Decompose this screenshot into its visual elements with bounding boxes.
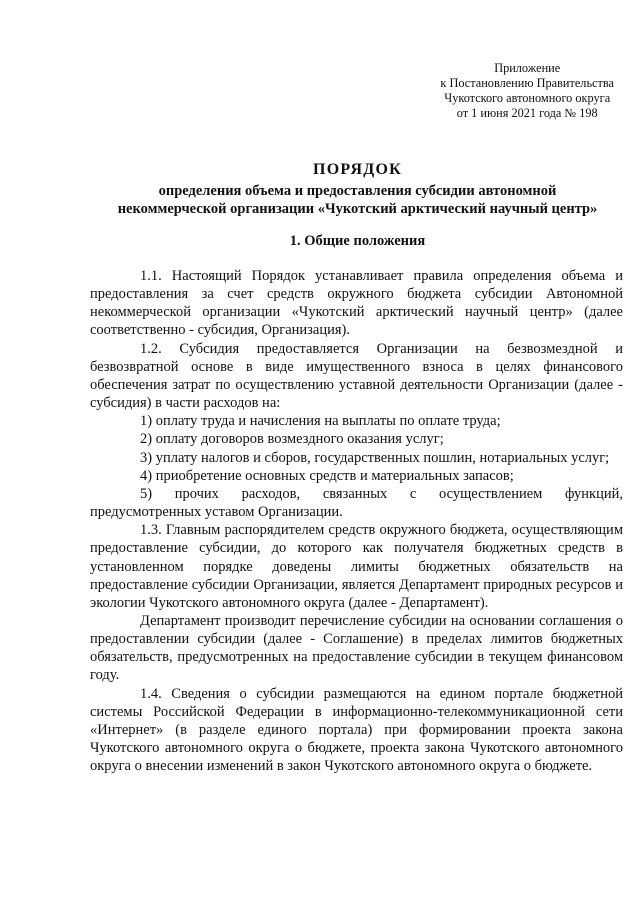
appendix-line: от 1 июня 2021 года № 198 (456, 106, 598, 120)
list-item: 3) уплату налогов и сборов, государственных пошлин, нотариальных услуг; (140, 449, 610, 466)
document-title: ПОРЯДОК (313, 161, 402, 178)
appendix-line: Чукотского автономного округа (444, 91, 611, 105)
appendix-line: к Постановлению Правительства (440, 76, 614, 90)
list-item: 5) прочих расходов, связанных с осуществлением функций, предусмотренных уставом Организации. (90, 485, 623, 521)
appendix-reference (440, 61, 614, 121)
list-item: 4) приобретение основных средств и материальных запасов; (140, 467, 514, 484)
section-body (90, 267, 623, 775)
paragraph: Департамент производит перечисление субсидии на основании соглашения о предоставлении субсидии (далее - Соглашение) в пределах лимитов бюджетных обязательств, предусмотренных на предоставление субсидии в текущем финансовом году. (90, 612, 623, 684)
paragraph: 1.3. Главным распорядителем средств окружного бюджета, осуществляющим предоставление субсидии, до которого как получателя бюджетных средств в установленном порядке доведены лимиты бюджетных обязательств на предоставление субсидии Организации, является Департамент природных ресурсов и экологии Чукотского автономного округа (далее - Департамент). (90, 522, 623, 611)
document-subtitle-line: некоммерческой организации «Чукотский арктический научный центр» (117, 201, 598, 217)
appendix-line: Приложение (494, 61, 561, 75)
document-subtitle-line: определения объема и предоставления субсидии автономной (158, 183, 557, 199)
section-heading: 1. Общие положения (289, 233, 426, 249)
list-item: 2) оплату договоров возмездного оказания услуг; (140, 431, 444, 448)
paragraph: 1.1. Настоящий Порядок устанавливает правила определения объема и предоставления за счет средств окружного бюджета субсидии Автономной некоммерческой организации «Чукотский арктический научный центр» (далее соответственно - субсидия, Организация). (90, 268, 623, 339)
paragraph: 1.2. Субсидия предоставляется Организации на безвозмездной и безвозвратной основе в виде имущественного взноса в целях финансового обеспечения затрат по осуществлению уставной деятельности Организации (далее - субсидия) в части расходов на: (90, 340, 623, 412)
paragraph: 1.4. Сведения о субсидии размещаются на едином портале бюджетной системы Российской Федерации в информационно-телекоммуникационной сети «Интернет» (в разделе единого портала) при формировании проекта закона Чукотского автономного округа о бюджете, проекта закона Чукотского автономного округа о внесении изменений в закон Чукотского автономного округа о бюджете. (90, 685, 623, 775)
document-title-block (90, 160, 625, 218)
list-item: 1) оплату труда и начисления на выплаты по оплате труда; (140, 413, 501, 430)
